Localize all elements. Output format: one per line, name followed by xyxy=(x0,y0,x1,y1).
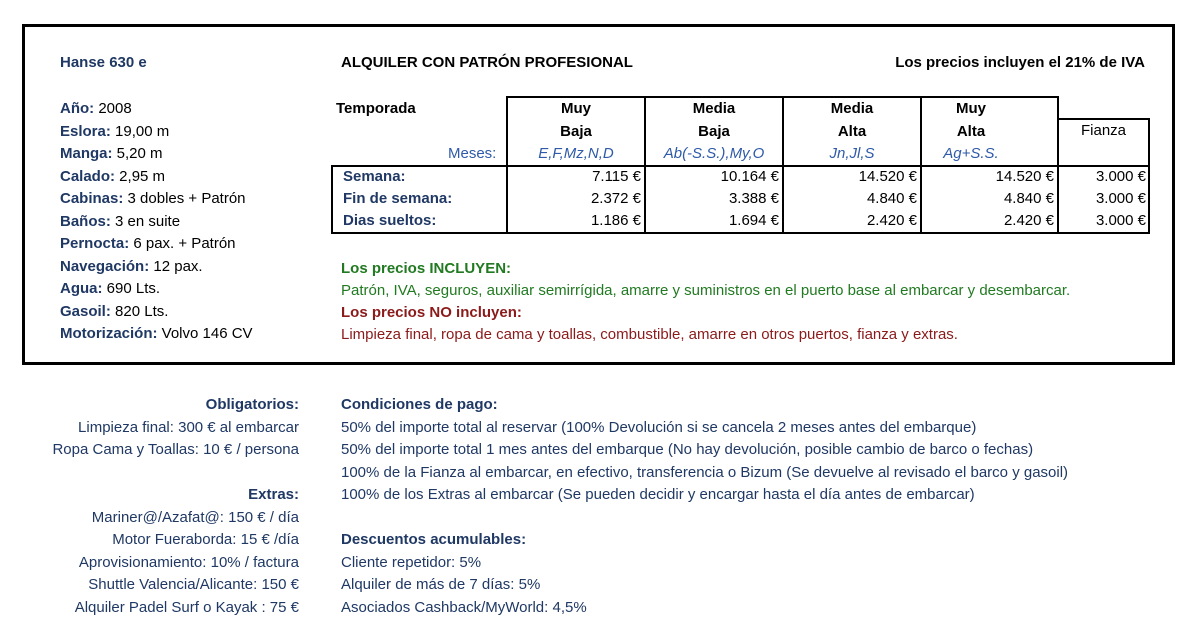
spec-row xyxy=(60,323,253,346)
deposit-header: Fianza xyxy=(1080,122,1127,139)
extras-title: Extras: xyxy=(248,486,299,503)
includes-title: Los precios INCLUYEN: xyxy=(341,260,512,277)
payment-item: 50% del importe total 1 mes antes del embarque (No hay devolución, posible cambio de barco o fechas) xyxy=(341,441,1034,458)
spec-value: Volvo 146 CV xyxy=(157,325,253,342)
mandatory-title: Obligatorios: xyxy=(205,396,299,413)
season-line2: Alta xyxy=(837,122,867,140)
grid-line xyxy=(331,232,1150,234)
spec-value: 2008 xyxy=(94,100,132,117)
row-label-fin-de-semana: Fin de semana: xyxy=(343,190,453,207)
row-label-dias-sueltos: Dias sueltos: xyxy=(343,212,437,229)
discount-item: Asociados Cashback/MyWorld: 4,5% xyxy=(341,598,587,616)
spec-label: Eslora: xyxy=(60,122,111,140)
excludes-title: Los precios NO incluyen: xyxy=(341,304,522,321)
includes-text: Patrón, IVA, seguros, auxiliar semirrígida, amarre y suministros en el puerto base al embarcar y desembarcar. xyxy=(341,282,1071,299)
season-header-muy-baja xyxy=(507,98,645,166)
spec-label: Pernocta: xyxy=(60,235,130,252)
spec-value: 12 pax. xyxy=(149,257,203,275)
deposit-cell: 3.000 € xyxy=(1095,212,1146,229)
spec-label: Calado: xyxy=(60,167,116,185)
deposit-cell: 3.000 € xyxy=(1095,190,1146,207)
spec-value: 3 en suite xyxy=(110,212,181,230)
spec-value: 3 dobles + Patrón xyxy=(123,190,246,207)
grid-line xyxy=(1057,118,1150,120)
spec-row xyxy=(60,98,253,121)
row-label-semana: Semana: xyxy=(343,168,406,185)
extras-item: Mariner@/Azafat@: 150 € / día xyxy=(91,508,299,526)
payment-title: Condiciones de pago: xyxy=(341,396,498,413)
mandatory-item: Limpieza final: 300 € al embarcar xyxy=(78,418,299,436)
spec-row xyxy=(60,233,253,256)
grid-line xyxy=(1148,118,1150,233)
price-cell: 2.372 € xyxy=(590,190,641,207)
price-cell: 14.520 € xyxy=(858,168,917,185)
extras-item: Aprovisionamiento: 10% / factura xyxy=(78,553,299,571)
season-months: Jn,Jl,S xyxy=(829,145,875,162)
spec-row xyxy=(60,166,253,189)
spec-row xyxy=(60,278,253,301)
spec-label: Año: xyxy=(60,100,95,117)
discounts-title: Descuentos acumulables: xyxy=(341,531,527,548)
season-line2: Baja xyxy=(698,122,730,140)
season-line2: Alta xyxy=(956,122,986,140)
grid-line xyxy=(331,165,333,233)
excludes-text: Limpieza final, ropa de cama y toallas, combustible, amarre en otros puertos, fianza y extras. xyxy=(341,326,958,343)
payment-item: 100% de los Extras al embarcar (Se pueden decidir y encargar hasta el día antes de embarcar) xyxy=(341,486,975,503)
price-cell: 2.420 € xyxy=(866,212,917,229)
boat-specs xyxy=(60,98,253,346)
mandatory-item: Ropa Cama y Toallas: 10 € / persona xyxy=(52,441,299,458)
price-cell: 3.388 € xyxy=(728,190,779,207)
discounts-section xyxy=(341,529,587,619)
boat-name: Hanse 630 e xyxy=(60,54,147,71)
spec-row xyxy=(60,121,253,144)
service-title: ALQUILER CON PATRÓN PROFESIONAL xyxy=(341,54,633,71)
spec-label: Agua: xyxy=(60,280,103,297)
spec-row xyxy=(60,301,253,324)
season-line1: Media xyxy=(692,100,736,117)
extras-item: Alquiler Padel Surf o Kayak : 75 € xyxy=(74,598,299,616)
spec-value: 5,20 m xyxy=(112,145,163,162)
season-line2: Baja xyxy=(560,122,592,140)
spec-label: Cabinas: xyxy=(60,190,124,207)
extras-item: Shuttle Valencia/Alicante: 150 € xyxy=(88,576,299,593)
price-cell: 7.115 € xyxy=(592,168,641,185)
season-header-muy-alta xyxy=(921,98,1021,166)
spec-value: 820 Lts. xyxy=(110,302,169,320)
season-line1: Media xyxy=(830,100,874,117)
price-cell: 4.840 € xyxy=(1003,190,1054,207)
payment-item: 50% del importe total al reservar (100% Devolución si se cancela 2 meses antes del embarque) xyxy=(341,418,977,436)
payment-item: 100% de la Fianza al embarcar, en efectivo, transferencia o Bizum (Se devuelve al revisado el barco y gasoil) xyxy=(341,463,1069,481)
spec-value: 19,00 m xyxy=(110,122,170,140)
spec-row xyxy=(60,143,253,166)
payment-section xyxy=(341,394,1068,507)
season-header-media-alta xyxy=(783,98,921,166)
price-cell: 1.694 € xyxy=(728,212,779,229)
spec-label: Baños: xyxy=(60,212,111,230)
spec-value: 2,95 m xyxy=(115,167,166,185)
mandatory-section xyxy=(52,394,299,462)
season-months: Ag+S.S. xyxy=(943,145,999,162)
season-label: Temporada xyxy=(336,100,416,117)
price-cell: 1.186 € xyxy=(590,212,641,229)
extras-item: Motor Fueraborda: 15 € /día xyxy=(112,531,299,548)
season-header-media-baja xyxy=(645,98,783,166)
price-cell: 10.164 € xyxy=(720,168,779,185)
discount-item: Alquiler de más de 7 días: 5% xyxy=(341,576,541,593)
price-cell: 4.840 € xyxy=(866,190,917,207)
season-months: E,F,Mz,N,D xyxy=(538,145,614,162)
price-cell: 2.420 € xyxy=(1003,212,1054,229)
spec-label: Navegación: xyxy=(60,257,150,275)
months-label: Meses: xyxy=(448,145,497,162)
spec-row xyxy=(60,188,253,211)
season-line1: Muy xyxy=(956,100,986,117)
vat-note: Los precios incluyen el 21% de IVA xyxy=(895,54,1145,71)
spec-row xyxy=(60,211,253,234)
spec-label: Manga: xyxy=(60,145,113,162)
deposit-cell: 3.000 € xyxy=(1095,168,1146,185)
spec-value: 690 Lts. xyxy=(102,280,161,297)
spec-row xyxy=(60,256,253,279)
season-months: Ab(-S.S.),My,O xyxy=(663,145,765,162)
season-line1: Muy xyxy=(561,100,591,117)
extras-section xyxy=(75,484,299,619)
price-cell: 14.520 € xyxy=(995,168,1054,185)
spec-label: Motorización: xyxy=(60,325,158,342)
discount-item: Cliente repetidor: 5% xyxy=(341,553,482,571)
spec-label: Gasoil: xyxy=(60,302,111,320)
spec-value: 6 pax. + Patrón xyxy=(129,235,236,252)
